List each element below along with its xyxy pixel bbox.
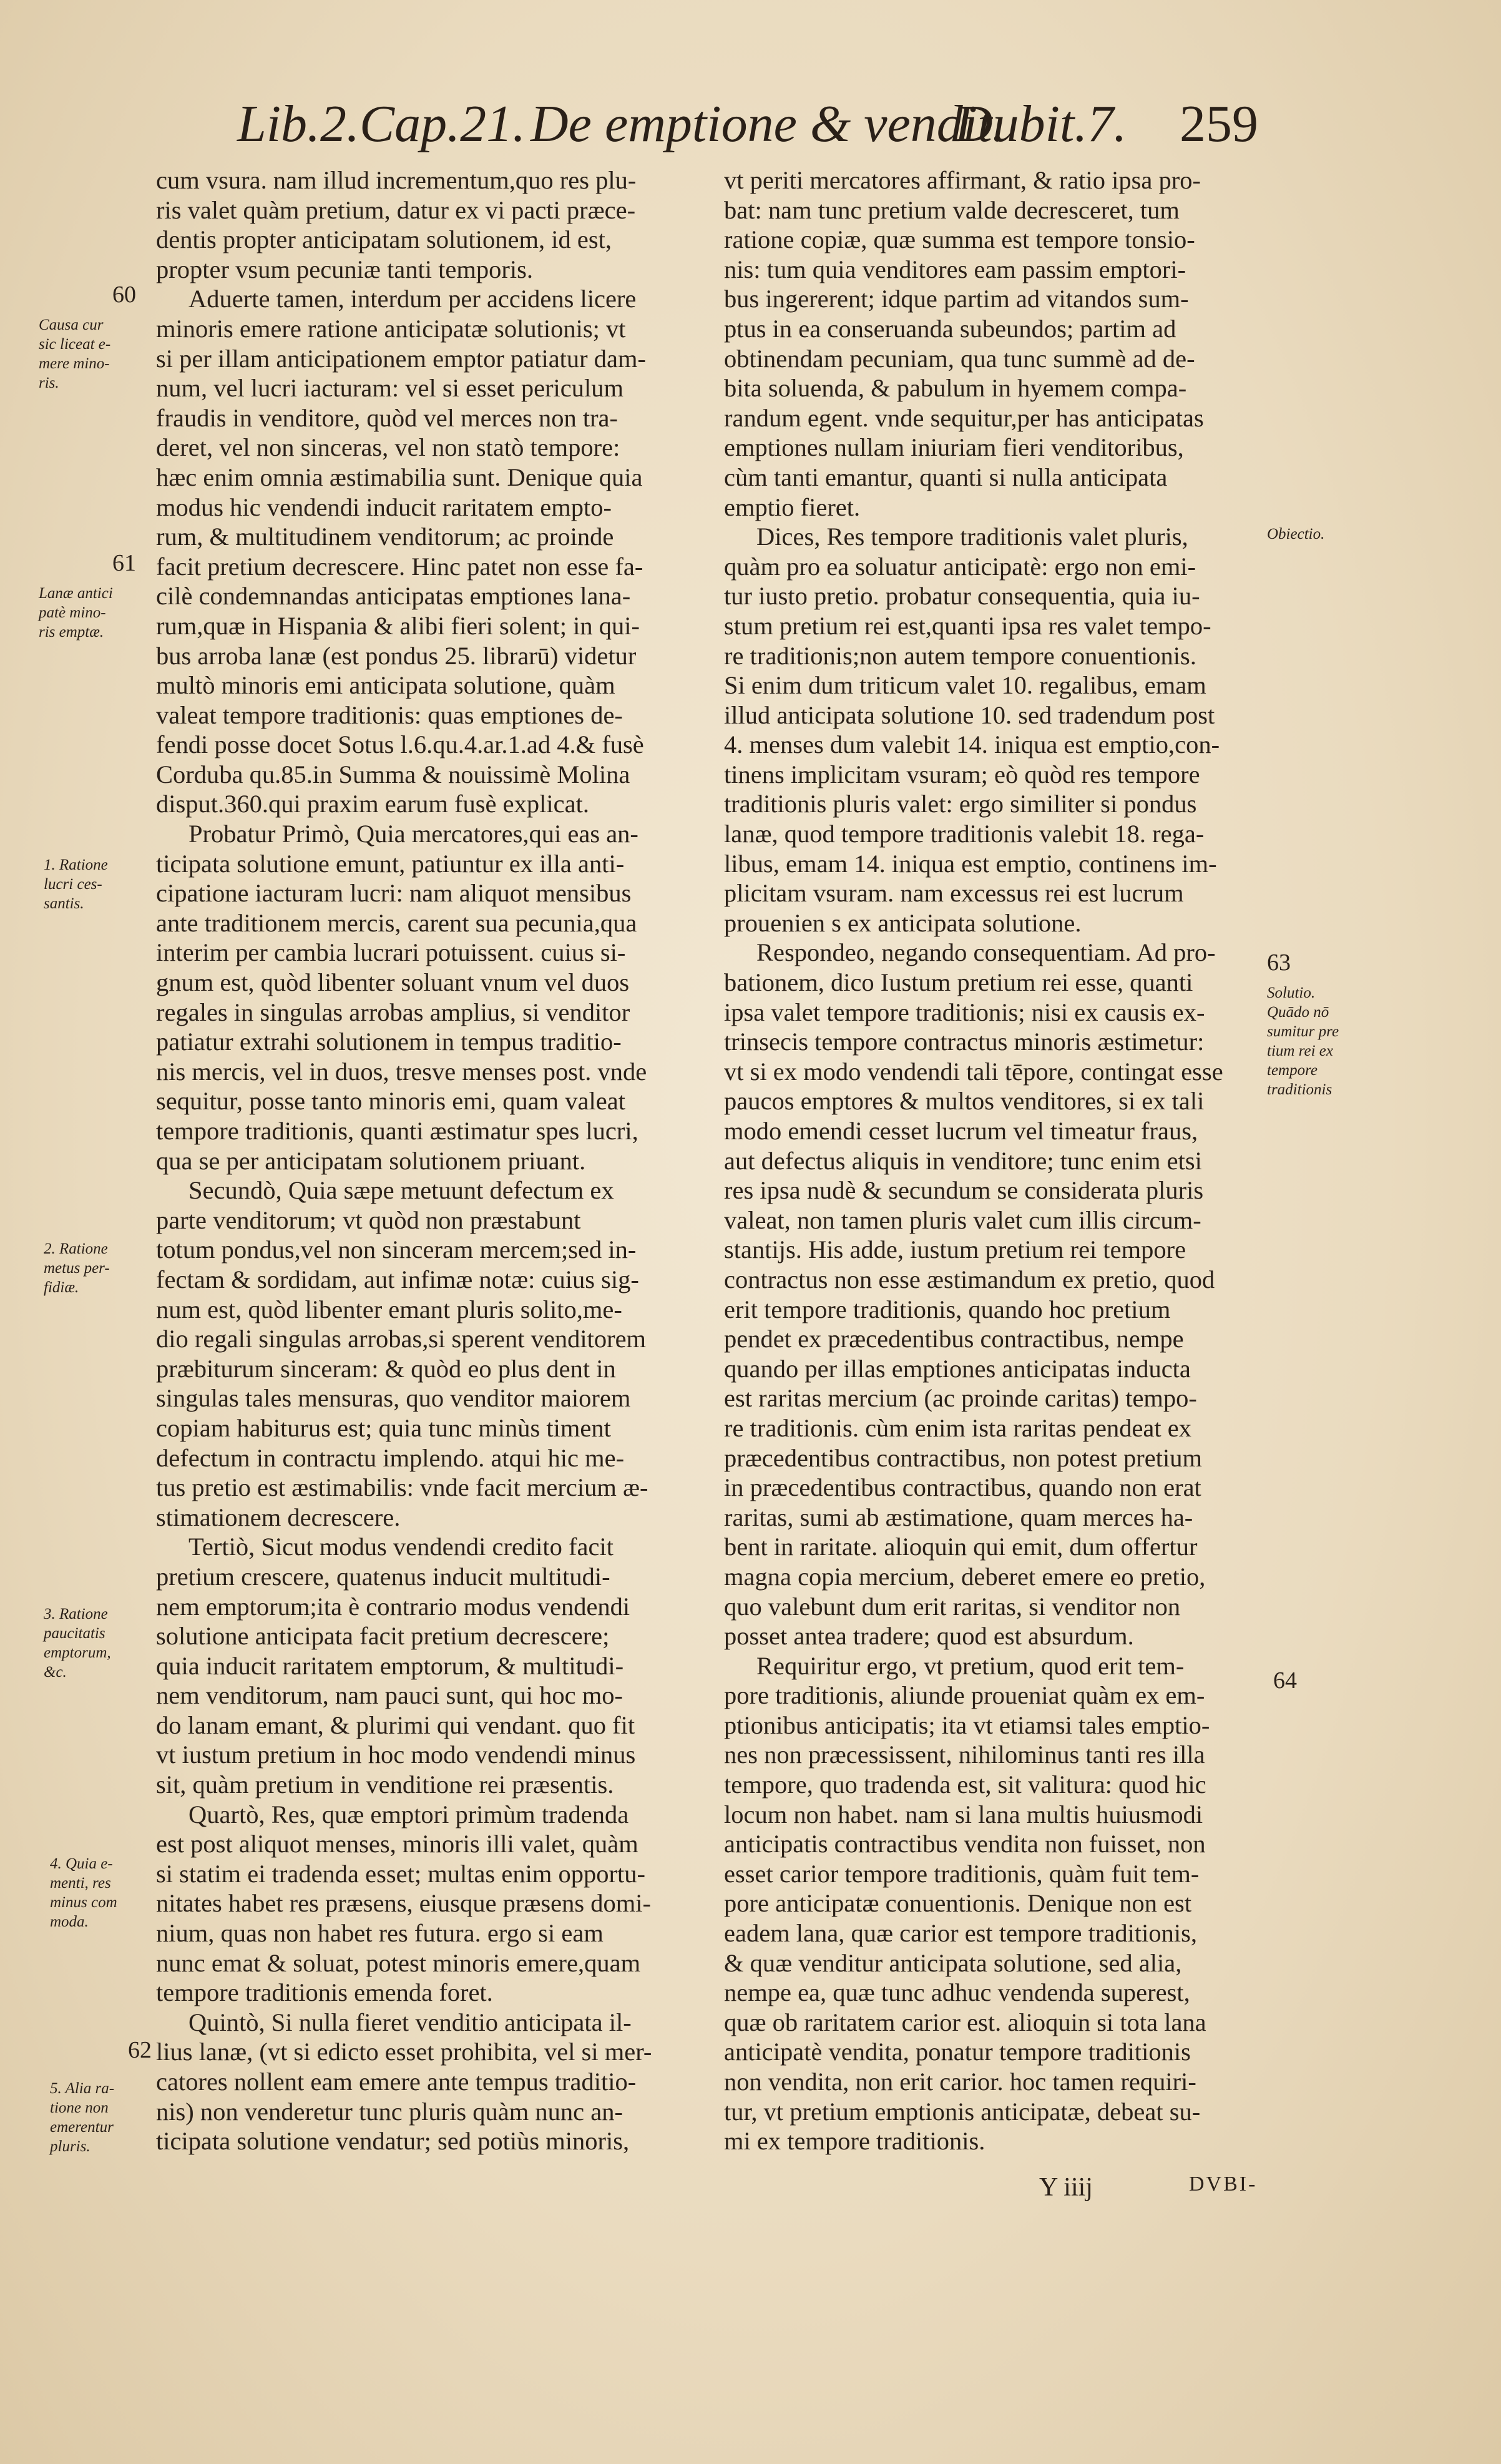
left-column-line: defectum in contractu implendo. atqui hic me- <box>156 1443 625 1472</box>
left-column-line: gnum est, quòd libenter soluant vnum vel duos <box>156 968 630 997</box>
right-column-line: anticipatis contractibus vendita non fuisset, non <box>724 1830 1206 1858</box>
left-column-line: ris valet quàm pretium, datur ex vi pacti præce- <box>156 195 636 224</box>
right-column-line: Si enim dum triticum valet 10. regalibus, emam <box>724 671 1206 700</box>
catchword: DVBI- <box>1189 2172 1258 2196</box>
left-column-line: nium, quas non habet res futura. ergo si eam <box>156 1919 604 1948</box>
left-column-line: dio regali singulas arrobas,si sperent venditorem <box>156 1325 647 1353</box>
right-column-line: nempe ea, quæ tunc adhuc vendenda superest, <box>724 1978 1190 2007</box>
left-column-line: quia inducit raritatem emptorum, & multitudi- <box>156 1651 624 1680</box>
right-column-line: & quæ venditur anticipata solutione, sed alia, <box>724 1948 1182 1977</box>
left-column-line: disput.360.qui praxim earum fusè explicat. <box>156 790 589 818</box>
right-column-line: mi ex tempore traditionis. <box>724 2127 985 2156</box>
left-column-line: rum,quæ in Hispania & alibi fieri solent; in qui- <box>156 611 640 640</box>
right-column-line: ipsa valet tempore traditionis; nisi ex causis ex- <box>724 998 1205 1026</box>
right-column-line: tur, vt pretium emptionis anticipatæ, debeat su- <box>724 2097 1201 2126</box>
left-column-line: ante traditionem mercis, carent sua pecunia,qua <box>156 908 637 937</box>
right-column-line: est raritas mercium (ac proinde caritas) tempo- <box>724 1384 1197 1413</box>
right-column-line: 4. menses dum valebit 14. iniqua est emptio,con- <box>724 730 1220 759</box>
left-column-line: cipatione iacturam lucri: nam aliquot mensibus <box>156 879 632 908</box>
margin-note-lanae: Lanæ antici patè mino- ris emptæ. <box>39 585 113 641</box>
margin-note-obiectio: Obiectio. <box>1267 526 1325 542</box>
right-column-line: posset antea tradere; quod est absurdum. <box>724 1622 1134 1651</box>
right-column-line: obtinendam pecuniam, qua tunc summè ad de- <box>724 344 1195 373</box>
right-column-line: prouenien s ex anticipata solutione. <box>724 908 1082 937</box>
left-column-line: Corduba qu.85.in Summa & nouissimè Molina <box>156 760 630 788</box>
left-column-line: est post aliquot menses, minoris illi valet, quàm <box>156 1830 638 1858</box>
right-column-line: traditionis pluris valet: ergo similiter si pondus <box>724 790 1197 818</box>
left-column-line: minoris emere ratione anticipatæ solutionis; vt <box>156 314 626 343</box>
margin-number-64: 64 <box>1273 1667 1297 1694</box>
left-column-line: num est, quòd libenter emant pluris solito,me- <box>156 1295 622 1323</box>
left-column-line: facit pretium decrescere. Hinc patet non esse fa- <box>156 552 643 581</box>
right-column-line: bus ingererent; idque partim ad vitandos sum- <box>724 285 1189 313</box>
right-column-line: emptio fieret. <box>724 493 861 521</box>
right-column-line: stantijs. His adde, iustum pretium rei tempore <box>724 1235 1186 1264</box>
left-column-line: vt iustum pretium in hoc modo vendendi minus <box>156 1740 636 1769</box>
right-column-line: tur iusto pretio. probatur consequentia, quia iu- <box>724 582 1200 611</box>
right-column-line: locum non habet. nam si lana multis huiusmodi <box>724 1800 1203 1828</box>
left-column-line: do lanam emant, & plurimi qui vendant. quo fit <box>156 1711 635 1739</box>
right-column-line: valeat, non tamen pluris valet cum illis circum- <box>724 1205 1201 1234</box>
left-column-line: cum vsura. nam illud incrementum,quo res plu- <box>156 166 637 194</box>
left-column-line: Quintò, Si nulla fieret venditio anticipata il- <box>188 2008 632 2036</box>
left-column-line: nem venditorum, nam pauci sunt, qui hoc mo- <box>156 1681 623 1710</box>
right-column-line: illud anticipata solutione 10. sed tradendum post <box>724 700 1215 729</box>
left-column-line: lius lanæ, (vt si edicto esset prohibita, vel si mer- <box>156 2038 652 2066</box>
left-text-column <box>156 165 687 2156</box>
right-column-line: emptiones nullam iniuriam fieri venditoribus, <box>724 433 1184 462</box>
right-column-line: bationem, dico Iustum pretium rei esse, quanti <box>724 968 1193 997</box>
margin-number-61: 61 <box>112 550 136 576</box>
left-column-line: nis) non venderetur tunc pluris quàm nunc an- <box>156 2097 623 2126</box>
left-column-line: interim per cambia lucrari potuissent. cuius si- <box>156 938 626 967</box>
right-column-line: randum egent. vnde sequitur,per has anticipatas <box>724 403 1204 432</box>
right-column-line: anticipatè vendita, ponatur tempore traditionis <box>724 2038 1191 2066</box>
margin-number-63: 63 <box>1267 950 1291 976</box>
right-column-line: tinens implicitam vsuram; eò quòd res tempore <box>724 760 1200 788</box>
left-column-line: bus arroba lanæ (est pondus 25. librarū) videtur <box>156 641 637 670</box>
left-column-line: si statim ei tradenda esset; multas enim opportu- <box>156 1859 645 1888</box>
right-column-line: non vendita, non erit carior. hoc tamen requiri- <box>724 2068 1196 2096</box>
left-column-line: multò minoris emi anticipata solutione, quàm <box>156 671 615 700</box>
left-column-line: copiam habiturus est; quia tunc minùs timent <box>156 1413 611 1442</box>
left-column-line: tus pretio est æstimabilis: vnde facit mercium æ- <box>156 1473 648 1502</box>
running-subtitle: De emptione & vendit. <box>530 95 1005 153</box>
margin-note-alia-ratione: 5. Alia ra- tione non emerentur pluris. <box>50 2080 115 2155</box>
right-column-line: magna copia mercium, deberet emere eo pretio, <box>724 1562 1206 1591</box>
margin-number-62: 62 <box>128 2037 152 2063</box>
margin-number-60: 60 <box>112 282 136 308</box>
left-column-line: tempore traditionis, quanti æstimatur spes lucri, <box>156 1117 638 1145</box>
right-column-line: nes non præcessissent, nihilominus tanti res illa <box>724 1740 1205 1769</box>
left-column-line: Aduerte tamen, interdum per accidens licere <box>188 285 637 313</box>
left-column-line: patiatur extrahi solutionem in tempus traditio- <box>156 1028 622 1056</box>
margin-note-ratione-paucitatis: 3. Ratione paucitatis emptorum, &c. <box>44 1606 111 1681</box>
left-column-line: valeat tempore traditionis: quas emptiones de- <box>156 700 623 729</box>
right-column-line: aut defectus aliquis in venditore; tunc enim etsi <box>724 1146 1202 1175</box>
right-column-line: bent in raritate. alioquin qui emit, dum offertur <box>724 1533 1198 1561</box>
dubit-label: Dubit.7. <box>955 95 1127 153</box>
left-column-line: nitates habet res præsens, eiusque præsens domi- <box>156 1889 651 1918</box>
left-column-line: solutione anticipata facit pretium decrescere; <box>156 1622 610 1651</box>
left-column-line: qua se per anticipatam solutionem priuant. <box>156 1146 586 1175</box>
left-column-line: tempore traditionis emenda foret. <box>156 1978 493 2007</box>
page-number: 259 <box>1180 95 1258 153</box>
margin-note-solutio: Solutio. Quādo nō sumitur pre tium rei ex tempore traditionis <box>1267 984 1339 1098</box>
running-header <box>237 94 1267 169</box>
left-column-line: hæc enim omnia æstimabilia sunt. Denique quia <box>156 463 643 491</box>
left-column-line: Tertiò, Sicut modus vendendi credito facit <box>188 1533 614 1561</box>
right-column-line: quæ ob raritatem carior est. alioquin si tota lana <box>724 2008 1206 2036</box>
right-column-line: re traditionis;non autem tempore conuentionis. <box>724 641 1196 670</box>
margin-note-ratione-lucri: 1. Ratione lucri ces- santis. <box>44 857 108 912</box>
left-column-line: fendi posse docet Sotus l.6.qu.4.ar.1.ad 4.& fusè <box>156 730 644 759</box>
right-column-line: in præcedentibus contractibus, quando non erat <box>724 1473 1201 1502</box>
right-column-line: res ipsa nudè & secundum se considerata pluris <box>724 1176 1204 1205</box>
right-column-line: tempore, quo tradenda est, sit valitura: quod hic <box>724 1770 1206 1799</box>
left-column-line: Secundò, Quia sæpe metuunt defectum ex <box>188 1176 614 1205</box>
margin-note-causa: Causa cur sic liceat e- mere mino- ris. <box>39 317 111 391</box>
left-column-line: nunc emat & soluat, potest minoris emere,quam <box>156 1948 641 1977</box>
right-column-line: cùm tanti emantur, quanti si nulla anticipata <box>724 463 1168 491</box>
margin-note-ratione-metus: 2. Ratione metus per- fidiæ. <box>44 1240 110 1296</box>
running-title: Lib.2.Cap.21. <box>237 95 526 153</box>
left-column-line: si per illam anticipationem emptor patiatur dam- <box>156 344 647 373</box>
right-column-line: bita soluenda, & pabulum in hyemem compa- <box>724 374 1187 403</box>
left-column-line: num, vel lucri iacturam: vel si esset periculum <box>156 374 624 403</box>
left-column-line: sequitur, posse tanto minoris emi, quam valeat <box>156 1087 625 1116</box>
left-column-line: nis mercis, vel in duos, tresve menses post. vnde <box>156 1057 647 1086</box>
right-column-line: contractus non esse æstimandum ex pretio, quod <box>724 1265 1215 1293</box>
right-column-line: stum pretium rei est,quanti ipsa res valet tempo- <box>724 611 1211 640</box>
right-column-line: quàm pro ea soluatur anticipatè: ergo non emi- <box>724 552 1196 581</box>
left-column-line: rum, & multitudinem venditorum; ac proinde <box>156 523 614 551</box>
left-column-line: fectam & sordidam, aut infimæ notæ: cuius sig- <box>156 1265 639 1293</box>
right-column-line: pendet ex præcedentibus contractibus, nempe <box>724 1325 1184 1353</box>
left-column-line: pretium crescere, quatenus inducit multitudi- <box>156 1562 610 1591</box>
right-column-line: raritas, sumi ab æstimatione, quam merces ha- <box>724 1503 1193 1531</box>
right-column-line: pore anticipatæ conuentionis. Denique non est <box>724 1889 1192 1918</box>
right-column-line: ptus in ea conseruanda subeundos; partim ad <box>724 314 1176 343</box>
left-column-line: totum pondus,vel non sinceram mercem;sed in- <box>156 1235 637 1264</box>
left-column-line: Quartò, Res, quæ emptori primùm tradenda <box>188 1800 629 1828</box>
left-column-line: singulas tales mensuras, quo venditor maiorem <box>156 1384 631 1413</box>
right-column-line: trinsecis tempore contractus minoris æstimetur: <box>724 1028 1205 1056</box>
right-column-line: ratione copiæ, quæ summa est tempore tonsio- <box>724 225 1195 254</box>
right-column-line: quo valebunt dum erit raritas, si venditor non <box>724 1592 1181 1621</box>
left-column-line: parte venditorum; vt quòd non præstabunt <box>156 1205 581 1234</box>
right-column-line: vt si ex modo vendendi tali tēpore, contingat esse <box>724 1057 1223 1086</box>
right-column-line: erit tempore traditionis, quando hoc pretium <box>724 1295 1171 1323</box>
left-column-line: propter vsum pecuniæ tanti temporis. <box>156 255 534 283</box>
right-column-line: esset carior tempore traditionis, quàm fuit tem- <box>724 1859 1200 1888</box>
left-column-line: stimationem decrescere. <box>156 1503 401 1531</box>
left-column-line: catores nollent eam emere ante tempus traditio- <box>156 2068 637 2096</box>
right-column-line: libus, emam 14. iniqua est emptio, continens im- <box>724 849 1217 878</box>
left-column-line: Probatur Primò, Quia mercatores,qui eas an- <box>188 820 638 848</box>
right-column-line: plicitam vsuram. nam excessus rei est lucrum <box>724 879 1184 908</box>
margin-note-quia-ementi: 4. Quia e- menti, res minus com moda. <box>50 1855 117 1930</box>
signature-mark: Y iiij <box>1039 2173 1093 2202</box>
left-column-line: præbiturum sinceram: & quòd eo plus dent in <box>156 1354 616 1383</box>
left-column-line: cilè condemnandas anticipatas emptiones lana- <box>156 582 631 611</box>
left-column-line: ticipata solutione vendatur; sed potiùs minoris, <box>156 2127 630 2156</box>
right-column-line: eadem lana, quæ carior est tempore traditionis, <box>724 1919 1197 1948</box>
right-column-line: Requiritur ergo, vt pretium, quod erit tem- <box>756 1651 1185 1680</box>
right-column-line: re traditionis. cùm enim ista raritas pendeat ex <box>724 1413 1191 1442</box>
right-column-line: lanæ, quod tempore traditionis valebit 18. rega- <box>724 820 1205 848</box>
right-column-line: bat: nam tunc pretium valde decresceret, tum <box>724 195 1180 224</box>
right-column-line: vt periti mercatores affirmant, & ratio ipsa pro- <box>724 166 1201 194</box>
left-column-line: fraudis in venditore, quòd vel merces non tra- <box>156 403 618 432</box>
left-column-line: regales in singulas arrobas amplius, si venditor <box>156 998 630 1026</box>
right-column-line: Dices, Res tempore traditionis valet pluris, <box>756 523 1188 551</box>
right-column-line: ptionibus anticipatis; ita vt etiamsi tales emptio- <box>724 1711 1210 1739</box>
right-column-line: Respondeo, negando consequentiam. Ad pro- <box>756 938 1216 967</box>
right-column-line: pore traditionis, aliunde proueniat quàm ex em- <box>724 1681 1205 1710</box>
left-column-line: ticipata solutione emunt, patiuntur ex illa anti- <box>156 849 625 878</box>
left-column-line: deret, vel non sinceras, vel non statò tempore: <box>156 433 620 462</box>
left-column-line: sit, quàm pretium in venditione rei præsentis. <box>156 1770 614 1799</box>
right-column-line: quando per illas emptiones anticipatas inducta <box>724 1354 1191 1383</box>
right-column-line: modo emendi cesset lucrum vel timeatur fraus, <box>724 1117 1198 1145</box>
left-column-line: modus hic vendendi inducit raritatem empto- <box>156 493 612 521</box>
left-column-line: nem emptorum;ita è contrario modus vendendi <box>156 1592 630 1621</box>
right-text-column <box>724 165 1256 2156</box>
left-column-line: dentis propter anticipatam solutionem, id est, <box>156 225 612 254</box>
right-column-line: nis: tum quia venditores eam passim emptori- <box>724 255 1186 283</box>
right-column-line: præcedentibus contractibus, non potest pretium <box>724 1443 1202 1472</box>
right-column-line: paucos emptores & multos venditores, si ex tali <box>724 1087 1205 1116</box>
